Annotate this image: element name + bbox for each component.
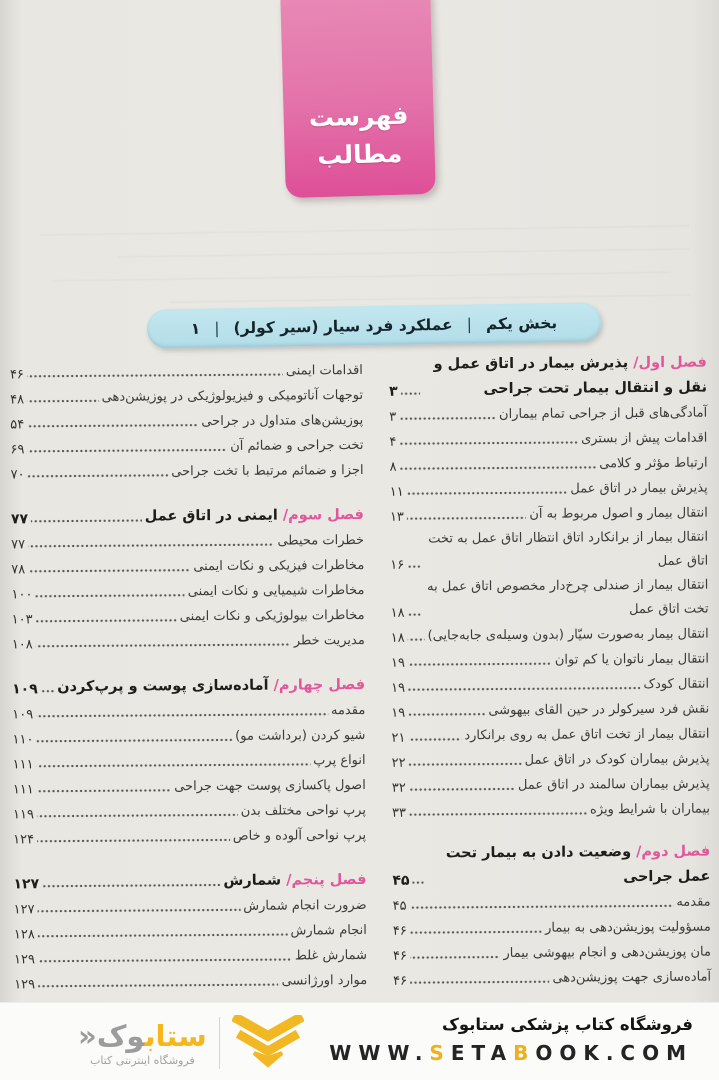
entry-title: مخاطرات شیمیایی و نکات ایمنی xyxy=(187,582,365,600)
dot-leader xyxy=(27,398,99,404)
toc-entry xyxy=(391,697,709,724)
entry-title: مقدمه xyxy=(330,702,366,719)
entry-title: پذیرش بیماران کودک در اتاق عمل xyxy=(524,751,710,768)
url-segment: B xyxy=(513,1041,536,1065)
toc-entry xyxy=(14,893,367,920)
toc-entry xyxy=(390,574,708,624)
entry-title: فصل دوم/ وضعیت دادن به بیمار تحت عمل جراحی xyxy=(445,843,711,886)
page-number: ۱۶ xyxy=(390,557,405,573)
toc-chapter-heading xyxy=(13,866,366,895)
entry-title: اقدامات پیش از بستری xyxy=(581,430,708,447)
page-number: ۴۵ xyxy=(392,872,410,889)
dot-leader xyxy=(408,661,552,668)
page-number: ۱۰۳ xyxy=(11,612,33,628)
entry-title: پرپ نواحی مختلف بدن xyxy=(240,802,367,819)
page-number: ۱۸ xyxy=(390,630,405,646)
url-segment: S xyxy=(429,1041,451,1065)
page-number: ۱۱۱ xyxy=(12,782,34,798)
page-number: ۱۱ xyxy=(389,484,404,500)
entry-title: مقدمه xyxy=(676,894,711,910)
dot-leader xyxy=(409,786,515,793)
entry-title: پوزیشن‌های متداول در جراحی xyxy=(201,412,364,430)
dot-leader xyxy=(408,711,485,718)
page-number: ۷۷ xyxy=(10,511,29,528)
entry-title: آماده‌سازی جهت پوزیشن‌دهی xyxy=(552,969,712,986)
toc-entry xyxy=(390,476,708,503)
toc-entry xyxy=(393,965,711,992)
toc-entry xyxy=(392,797,710,824)
entry-title: موارد اورژانسی xyxy=(281,972,368,989)
page-number: ۳ xyxy=(389,409,397,425)
dot-leader xyxy=(408,736,461,742)
dot-leader xyxy=(36,737,232,744)
page-number: ۱۲۷ xyxy=(13,902,35,918)
entry-title: نقش فرد سیرکولر در حین القای بیهوشی xyxy=(488,701,710,719)
store-name-text: فروشگاه کتاب پزشکی ستابوک xyxy=(442,1015,693,1034)
entry-title: انتقال بیمار از صندلی چرخ‌دار مخصوص اتاق عمل به تخت اتاق عمل xyxy=(427,577,709,618)
page-number: ۴۸ xyxy=(10,392,25,408)
wordmark-chevron-mark: « xyxy=(78,1018,97,1053)
entry-title: توجهات آناتومیکی و فیزیولوژیکی در پوزیشن‌دهی xyxy=(101,387,364,405)
toc-column-right xyxy=(389,350,711,993)
dot-leader xyxy=(401,391,420,397)
website-url[interactable] xyxy=(329,1038,693,1068)
brand-wordmark-block xyxy=(78,1020,207,1067)
dot-leader xyxy=(410,903,674,911)
toc-entry xyxy=(11,553,364,580)
publisher-footer xyxy=(0,1002,719,1080)
dot-leader xyxy=(31,518,142,525)
dot-leader xyxy=(37,812,238,819)
page-number: ۱۰۹ xyxy=(12,681,38,698)
entry-title: پذیرش بیمار در اتاق عمل xyxy=(570,480,708,497)
toc-entry xyxy=(391,672,709,699)
entry-title: انواع پرپ xyxy=(313,752,366,769)
page-number: ۱۰۰ xyxy=(11,587,33,603)
dot-leader xyxy=(38,907,241,914)
toc-chapter-heading xyxy=(11,501,364,530)
chapter-label: فصل چهارم/ xyxy=(268,676,366,694)
entry-title: تخت جراحی و ضمائم آن xyxy=(230,437,364,454)
page-number: ۷۸ xyxy=(11,562,26,578)
page-number: ۴۶ xyxy=(392,948,408,964)
toc-entry xyxy=(14,943,367,970)
toc-entry xyxy=(13,748,366,775)
logo-divider xyxy=(219,1017,220,1069)
chapter-label: فصل پنجم/ xyxy=(281,871,367,889)
url-segment: ETA xyxy=(450,1041,514,1065)
table-of-contents xyxy=(10,350,711,996)
dot-leader xyxy=(407,490,568,497)
dot-leader xyxy=(407,515,527,522)
toc-entry xyxy=(389,451,707,478)
page-number: ۱۲۹ xyxy=(13,952,36,968)
entry-title: فصل پنجم/ شمارش xyxy=(223,871,367,889)
entry-title: مان پوزیشن‌دهی و انجام بیهوشی بیمار xyxy=(503,944,712,962)
toc-entry xyxy=(11,458,364,485)
dot-leader xyxy=(409,810,587,817)
toc-entry xyxy=(13,823,366,850)
dot-leader xyxy=(35,592,184,599)
section-banner xyxy=(147,302,602,348)
banner-separator: | xyxy=(214,318,220,338)
toc-entry xyxy=(11,578,364,605)
dot-leader xyxy=(407,564,421,570)
bleedthrough-ghost-text xyxy=(39,203,689,307)
toc-entry xyxy=(13,798,366,825)
toc-column-left xyxy=(10,352,367,995)
dot-leader xyxy=(37,787,171,794)
entry-title: اجزا و ضمائم مرتبط با تخت جراحی xyxy=(171,462,364,480)
page-number: ۱۹ xyxy=(391,680,406,696)
page-number: ۴۶ xyxy=(9,367,24,383)
entry-title: فصل اول/ پذیرش بیمار در اتاق عمل و نقل و انتقال بیمار تحت جراحی xyxy=(433,354,708,398)
toc-entry xyxy=(12,603,365,630)
dot-leader xyxy=(37,837,230,844)
dot-leader xyxy=(36,711,328,719)
section-gap xyxy=(11,483,364,502)
contents-tab-title-line1: فهرست xyxy=(308,100,409,133)
page-number: ۱۲۴ xyxy=(13,832,35,848)
toc-entry xyxy=(10,358,363,385)
dot-leader xyxy=(42,882,220,889)
toc-entry xyxy=(393,890,711,917)
section-banner-title: عملکرد فرد سیار (سیر کولر) xyxy=(233,315,453,337)
toc-entry xyxy=(11,528,364,555)
entry-title: انتقال بیمار از تخت اتاق عمل به روی برانکارد xyxy=(464,726,710,744)
dot-leader xyxy=(27,447,227,454)
toc-entry xyxy=(389,426,707,453)
section-banner-page: ۱ xyxy=(190,319,201,338)
dot-leader xyxy=(413,880,424,886)
url-segment: OOK.COM xyxy=(535,1041,693,1065)
entry-title: آمادگی‌های قبل از جراحی تمام بیماران xyxy=(498,405,708,423)
dot-leader xyxy=(28,567,190,574)
page-number: ۱۰۸ xyxy=(11,637,33,653)
chapter-label: فصل اول/ xyxy=(628,354,707,372)
contents-tab xyxy=(280,0,436,198)
toc-entry xyxy=(390,501,708,528)
page-number: ۷۰ xyxy=(10,467,25,483)
entry-title: پرپ نواحی آلوده و خاص xyxy=(232,827,367,844)
page-number: ۶۹ xyxy=(10,442,25,458)
toc-entry xyxy=(390,526,708,576)
page-number: ۱۸ xyxy=(390,605,405,621)
section-gap xyxy=(392,822,710,841)
entry-title: مخاطرات بیولوژیکی و نکات ایمنی xyxy=(179,607,365,625)
dot-leader xyxy=(27,372,283,380)
toc-entry xyxy=(12,723,365,750)
entry-title: انتقال بیمار و اصول مربوط به آن xyxy=(529,505,708,522)
dot-leader xyxy=(408,685,640,693)
page-number: ۳ xyxy=(388,383,398,400)
toc-entry xyxy=(14,918,367,945)
section-gap xyxy=(13,848,366,867)
page-number: ۱۱۰ xyxy=(12,732,34,748)
page-number: ۴۶ xyxy=(392,923,407,939)
dot-leader xyxy=(410,929,542,936)
page-number: ۱۰۹ xyxy=(12,707,34,723)
toc-chapter-heading xyxy=(389,351,707,403)
dot-leader xyxy=(38,982,278,990)
toc-entry xyxy=(391,647,709,674)
dot-leader xyxy=(399,439,578,446)
entry-title: ارتباط مؤثر و کلامی xyxy=(599,455,708,472)
toc-entry xyxy=(14,968,367,995)
entry-title: فصل چهارم/ آماده‌سازی پوست و پرپ‌کردن xyxy=(57,676,366,696)
toc-chapter-heading xyxy=(392,840,710,892)
toc-entry xyxy=(389,401,707,428)
entry-title: مخاطرات فیزیکی و نکات ایمنی xyxy=(193,557,365,575)
dot-leader xyxy=(410,979,549,986)
page-number: ۴ xyxy=(389,434,397,450)
toc-entry xyxy=(10,408,363,435)
section-banner-part: بخش یکم xyxy=(485,313,558,333)
brand-subtitle: فروشگاه اینترنتی کتاب xyxy=(90,1053,195,1067)
entry-title: اقدامات ایمنی xyxy=(285,362,363,379)
dot-leader xyxy=(399,415,496,422)
dot-leader xyxy=(27,422,198,429)
entry-title: انتقال بیمار از برانکارد اتاق انتظار اتاق عمل به تخت اتاق عمل xyxy=(428,529,709,569)
toc-entry xyxy=(10,433,363,460)
toc-entry xyxy=(392,747,710,774)
toc-entry xyxy=(13,773,366,800)
toc-entry xyxy=(393,940,711,967)
entry-title: شمارش غلط xyxy=(294,947,368,964)
dot-leader xyxy=(41,688,54,694)
entry-title: مدیریت خطر xyxy=(293,632,365,649)
footer-logo-block xyxy=(78,1015,304,1071)
dot-leader xyxy=(36,641,291,649)
toc-entry xyxy=(12,698,365,725)
wordmark-gold-part: ستاب xyxy=(144,1018,207,1053)
page-number: ۴۵ xyxy=(392,898,407,914)
toc-entry xyxy=(393,915,711,942)
page-number: ۱۹ xyxy=(391,705,406,721)
page-number: ۱۲۹ xyxy=(14,977,36,993)
toc-chapter-heading xyxy=(12,671,365,700)
toc-entry xyxy=(391,622,709,649)
page-number: ۲۲ xyxy=(391,755,406,771)
page-number: ۱۲۸ xyxy=(13,927,35,943)
page-number: ۱۱۱ xyxy=(12,757,34,773)
chapter-label: فصل دوم/ xyxy=(631,843,711,861)
toc-entry xyxy=(391,722,709,749)
footer-store-block xyxy=(329,1012,693,1068)
entry-title: انجام شمارش xyxy=(290,922,367,939)
dot-leader xyxy=(28,472,169,479)
dot-leader xyxy=(409,761,522,768)
url-segment: WWW. xyxy=(329,1041,430,1065)
entry-title: ضرورت انجام شمارش xyxy=(243,897,367,914)
entry-title: پذیرش بیماران سالمند در اتاق عمل xyxy=(517,776,710,793)
page-number: ۵۴ xyxy=(10,417,25,433)
dot-leader xyxy=(38,932,288,940)
contents-tab-title-line2: مطالب xyxy=(316,138,403,171)
dot-leader xyxy=(408,637,425,643)
page-number: ۳۳ xyxy=(391,805,407,821)
entry-title: مسؤولیت پوزیشن‌دهی به بیمار xyxy=(545,919,711,936)
page-number: ۸ xyxy=(389,459,397,475)
page-number: ۴۶ xyxy=(393,973,408,989)
page-number: ۲۱ xyxy=(391,730,406,746)
page-number: ۱۳ xyxy=(389,509,404,525)
entry-title: شیو کردن (برداشت مو) xyxy=(235,727,366,744)
dot-leader xyxy=(37,761,311,769)
dot-leader xyxy=(400,464,597,471)
dot-leader xyxy=(28,542,274,550)
dot-leader xyxy=(408,612,422,618)
banner-separator: | xyxy=(466,314,473,334)
entry-title: انتقال بیمار ناتوان یا کم توان xyxy=(554,651,709,668)
toc-entry xyxy=(392,772,710,799)
page-number: ۱۱۹ xyxy=(12,807,34,823)
entry-title: بیماران با شرایط ویژه xyxy=(589,801,711,818)
brand-wordmark xyxy=(78,1020,207,1052)
dot-leader xyxy=(36,617,177,624)
toc-entry xyxy=(12,628,365,655)
chapter-label: فصل سوم/ xyxy=(277,506,364,524)
entry-title: خطرات محیطی xyxy=(277,532,365,549)
entry-title: انتقال کودک xyxy=(643,676,710,693)
section-gap xyxy=(12,653,365,672)
dot-leader xyxy=(38,956,292,964)
setabook-chevron-logo-icon xyxy=(232,1015,304,1071)
page-number: ۱۲۷ xyxy=(13,876,40,893)
entry-title: فصل سوم/ ایمنی در اتاق عمل xyxy=(144,506,364,525)
toc-entry xyxy=(10,383,363,410)
page-number: ۱۹ xyxy=(390,655,405,671)
page-number: ۷۷ xyxy=(11,537,26,553)
wordmark-gray-part: وک xyxy=(96,1018,145,1053)
entry-title: اصول پاکسازی پوست جهت جراحی xyxy=(174,777,366,795)
entry-title: انتقال بیمار به‌صورت سیّار (بدون وسیله‌ی جابه‌جایی) xyxy=(427,626,709,644)
dot-leader xyxy=(410,954,501,961)
page-number: ۳۲ xyxy=(391,780,406,796)
